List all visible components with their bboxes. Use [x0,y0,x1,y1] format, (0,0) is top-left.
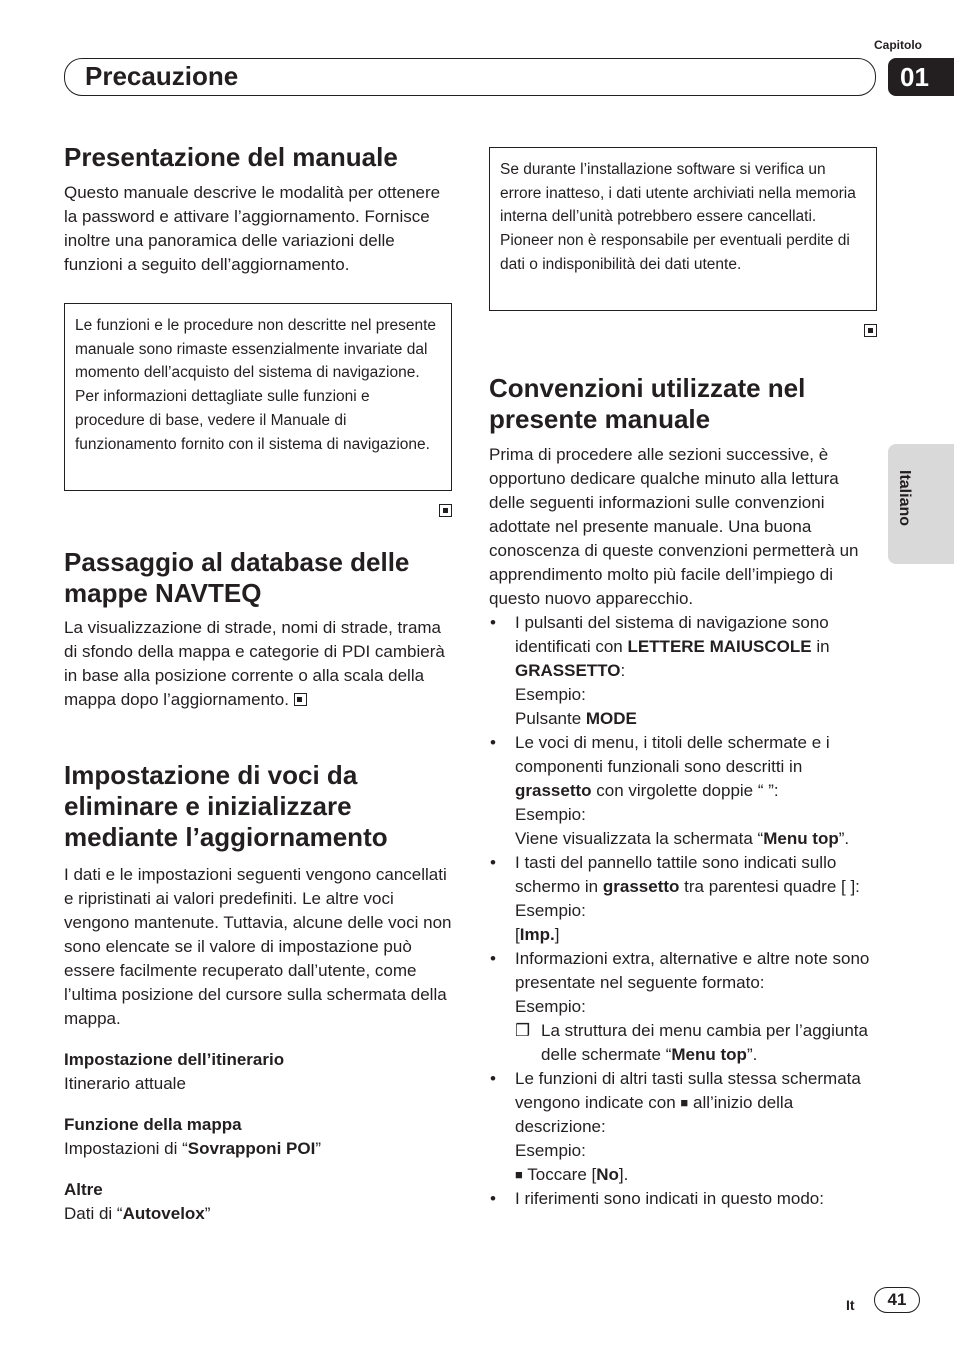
conventions-list [489,611,877,1211]
end-of-section-icon [439,504,452,517]
list-item: • I riferimenti sono indicati in questo modo: [489,1187,877,1211]
note-box-icon: ❒ [515,1021,531,1040]
list-item: • Le voci di menu, i titoli delle schermate e i componenti funzionali sono descritti in grassetto con virgolette doppie “ ”: Esempio: Viene visualizzata la schermata “Menu top”. [489,731,877,851]
note-box-functions [64,303,452,491]
reset-item-heading: Funzione della mappa [64,1115,242,1134]
note-box-warning [489,147,877,311]
list-item: • I tasti del pannello tattile sono indicati sullo schermo in grassetto tra parentesi quadre [ ]: Esempio: [Imp.] [489,851,877,947]
language-code: It [846,1297,855,1313]
end-of-section-icon [294,693,307,706]
language-tab-label: Italiano [896,470,913,527]
reset-item [64,1048,452,1096]
heading-impostazione: Impostazione di voci da eliminare e inizializzare mediante l’aggiornamento [64,760,388,852]
list-item: • I pulsanti del sistema di navigazione sono identificati con LETTERE MAIUSCOLE in GRASSETTO: Esempio: Pulsante MODE [489,611,877,731]
paragraph-impostazione: I dati e le impostazioni seguenti vengono cancellati e ripristinati ai valori predefiniti. Le altre voci vengono mantenute. Tuttavia, alcune delle voci non sono elencate se il valore di impostazione può essere facilmente recuperato dall’utente, come l’ultima posizione del cursore sulla schermata della mappa. [64,865,452,1028]
page-number: 41 [874,1287,920,1313]
reset-item-value: Impostazioni di “Sovrapponi POI” [64,1139,321,1158]
end-of-section-icon [864,324,877,337]
chapter-label: Capitolo [874,38,922,52]
heading-navteq: Passaggio al database delle mappe NAVTEQ [64,547,410,608]
heading-convenzioni: Convenzioni utilizzate nel presente manuale [489,373,806,434]
chapter-number: 01 [888,58,954,96]
reset-item-heading: Impostazione dell’itinerario [64,1050,285,1069]
note-text-functions: Le funzioni e le procedure non descritte nel presente manuale sono rimaste essenzialmente invariate dal momento dell’acquisto del sistema di navigazione. Per informazioni dettagliate sulle funzioni e procedure di base, vedere il Manuale di funzionamento fornito con il sistema di navigazione. [75,317,437,453]
note-text-warning: Se durante l’installazione software si verifica un errore inatteso, i dati utente archiviati nella memoria interna dell’unità potrebbero essere cancellati. Pioneer non è responsabile per eventuali perdite di dati o indisponibilità dei dati utente. [500,161,856,273]
reset-item-value: Itinerario attuale [64,1074,186,1093]
reset-item-value: Dati di “Autovelox” [64,1204,211,1223]
paragraph-navteq: La visualizzazione di strade, nomi di strade, trama di sfondo della mappa e categorie di PDI cambierà in base alla posizione corrente o alla scala della mappa dopo l’aggiornamento. [64,618,445,709]
list-item: • Informazioni extra, alternative e altre note sono presentate nel seguente formato: Esempio: ❒ La struttura dei menu cambia per l’aggiunta delle schermate “Menu top”. [489,947,877,1067]
left-column [64,142,452,1226]
paragraph-convenzioni: Prima di procedere alle sezioni successive, è opportuno dedicare qualche minuto alla lettura delle seguenti informazioni sulle convenzioni adottate nel presente manuale. Una buona conoscenza di queste convenzioni permetterà un apprendimento molto più facile dell’impiego di questo nuovo apparecchio. [489,445,859,608]
list-item: • Le funzioni di altri tasti sulla stessa schermata vengono indicate con ■ all’inizio della descrizione: Esempio: ■ Toccare [No]. [489,1067,877,1187]
square-bullet-icon: ■ [515,1167,523,1182]
square-bullet-icon: ■ [680,1095,689,1110]
heading-presentazione: Presentazione del manuale [64,142,398,172]
paragraph-presentazione: Questo manuale descrive le modalità per ottenere la password e attivare l’aggiornamento. Fornisce inoltre una panoramica delle variazioni delle funzioni a seguito dell’aggiornamento. [64,183,441,274]
reset-item [64,1178,452,1226]
reset-item [64,1113,452,1161]
right-column [489,147,877,1211]
reset-item-heading: Altre [64,1180,103,1199]
section-title: Precauzione [85,61,239,91]
